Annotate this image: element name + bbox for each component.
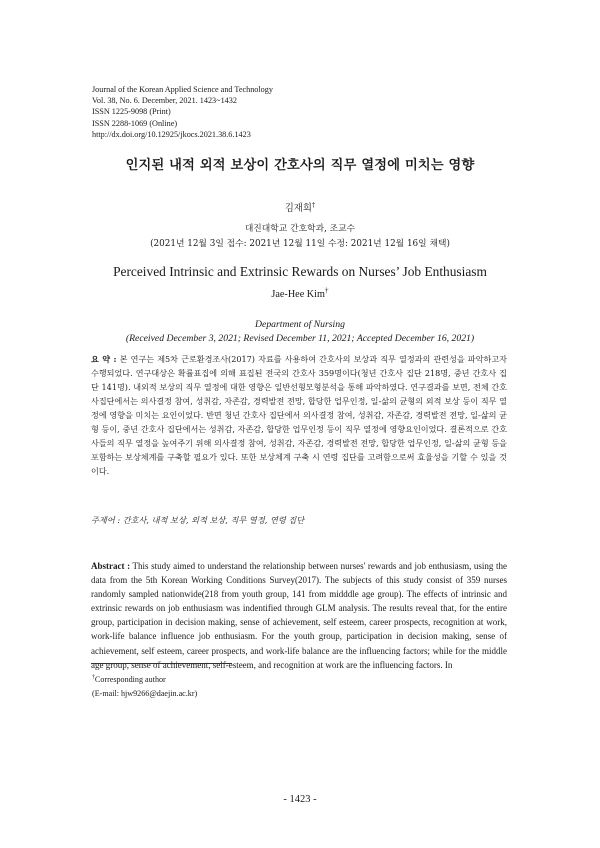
footnote-corresponding-label: Corresponding author	[94, 675, 166, 684]
author-english	[0, 285, 600, 300]
keywords-korean: 주제어 : 간호사, 내적 보상, 외적 보상, 직무 열정, 연령 집단	[91, 515, 305, 525]
abstract-english	[91, 559, 507, 672]
abstract-english-text: This study aimed to understand the relationship between nurses' rewards and job enthusiasm, using the data from the 5th Korean Working Conditions Survey(2017). The subjects of this study consist of 359 nurses randomly sampled nationwide(218 from youth group, 141 from midddle age group). The effects of intrinsic and extrinsic rewards on job enthusiasm was indentified through GLM analysis. The results reveal that, for the entire group, participation in decision making, sense of achievement, self esteem, career prospects, recognition at work, work-life balance influence job enthusiasm. For the youth group, participation in decision making, sense of achievement, self esteem, career prospects, and work-life balance are the influencing factors; while for the middle age group, sense of achievement, self-esteem, and recognition at work are the influencing factors. In	[91, 561, 507, 670]
journal-doi: http://dx.doi.org/10.12925/jkocs.2021.38.6.1423	[92, 129, 251, 139]
dagger-mark: †	[92, 674, 95, 681]
dagger-mark: †	[324, 285, 329, 295]
author-korean-name: 김재희	[284, 203, 312, 214]
abstract-korean-label: 요 약 :	[91, 354, 117, 364]
footnote-divider	[91, 663, 232, 664]
affiliation-korean-dept: 대진대학교 간호학과, 조교수	[244, 224, 356, 234]
footnote	[92, 673, 197, 700]
journal-issn-online: ISSN 2288-1069 (Online)	[92, 118, 178, 128]
paper-title-korean: 인지된 내적 외적 보상이 간호사의 직무 열정에 미치는 영향	[125, 158, 475, 173]
affiliation-english-dept: Department of Nursing	[255, 319, 345, 330]
footnote-corresponding	[92, 673, 197, 687]
dates-korean: (2021년 12월 3일 접수: 2021년 12월 11일 수정: 2021년 12월 16일 채택)	[150, 238, 450, 249]
dates-english: (Received December 3, 2021; Revised December 11, 2021; Accepted December 16, 2021)	[125, 333, 475, 344]
dagger-mark: †	[311, 200, 316, 209]
journal-info	[92, 84, 273, 140]
paper-title-english: Perceived Intrinsic and Extrinsic Rewards on Nurses’ Job Enthusiasm	[113, 264, 487, 279]
journal-name: Journal of the Korean Applied Science and Technology	[92, 85, 273, 94]
abstract-english-label: Abstract :	[91, 561, 131, 571]
abstract-korean-text: 본 연구는 제5차 근로환경조사(2017) 자료를 사용하여 간호사의 보상과 직무 열정과의 관련성을 파악하고자 수행되었다. 연구대상은 확률표집에 의해 표집된 전국의 간호사 359명이다(청년 간호사 집단 218명, 중년 간호사 집단 141명). 내외적 보상의 직무 열정에 대한 영향은 일반선형모형분석을 통해 파악하였다. 연구결과를 보면, 전체 간호사집단에서는 의사결정 참여, 성취감, 자존감, 경력발전 전망, 합당한 업무인정, 일-삶의 균형의 외적 보상 등이 직무 열정에 영향을 미치는 요인이었다. 반면 청년 간호사 집단에서 의사결정 참여, 성취감, 자존감, 경력발전 전망, 일-삶의 균형 등이, 중년 간호사 집단에서는 성취감, 자존감, 합당한 업무인정 등이 직무 열정에 영향요인이었다. 결론적으로 간호사들의 직무 열정을 높여주기 위해 의사결정 참여, 성취감, 자존감, 경력발전 전망, 합당한 업무인정, 일-삶의 균형 등을 포함하는 보상체계를 구축할 필요가 있다. 또한 보상체계 구축 시 연령 집단를 고려함으로써 효율성을 기할 수 있을 것이다.	[91, 354, 507, 476]
footnote-email: (E-mail: hjw9266@daejin.ac.kr)	[92, 688, 198, 698]
affiliation-korean	[0, 222, 600, 251]
journal-volume: Vol. 38, No. 6. December, 2021. 1423~1432	[92, 96, 237, 106]
page-number: - 1423 -	[283, 794, 317, 805]
journal-issn-print: ISSN 1225-9098 (Print)	[92, 107, 171, 117]
author-korean	[0, 200, 600, 214]
affiliation-english	[0, 318, 600, 346]
author-english-name: Jae-Hee Kim	[271, 289, 325, 300]
abstract-korean	[91, 352, 507, 478]
